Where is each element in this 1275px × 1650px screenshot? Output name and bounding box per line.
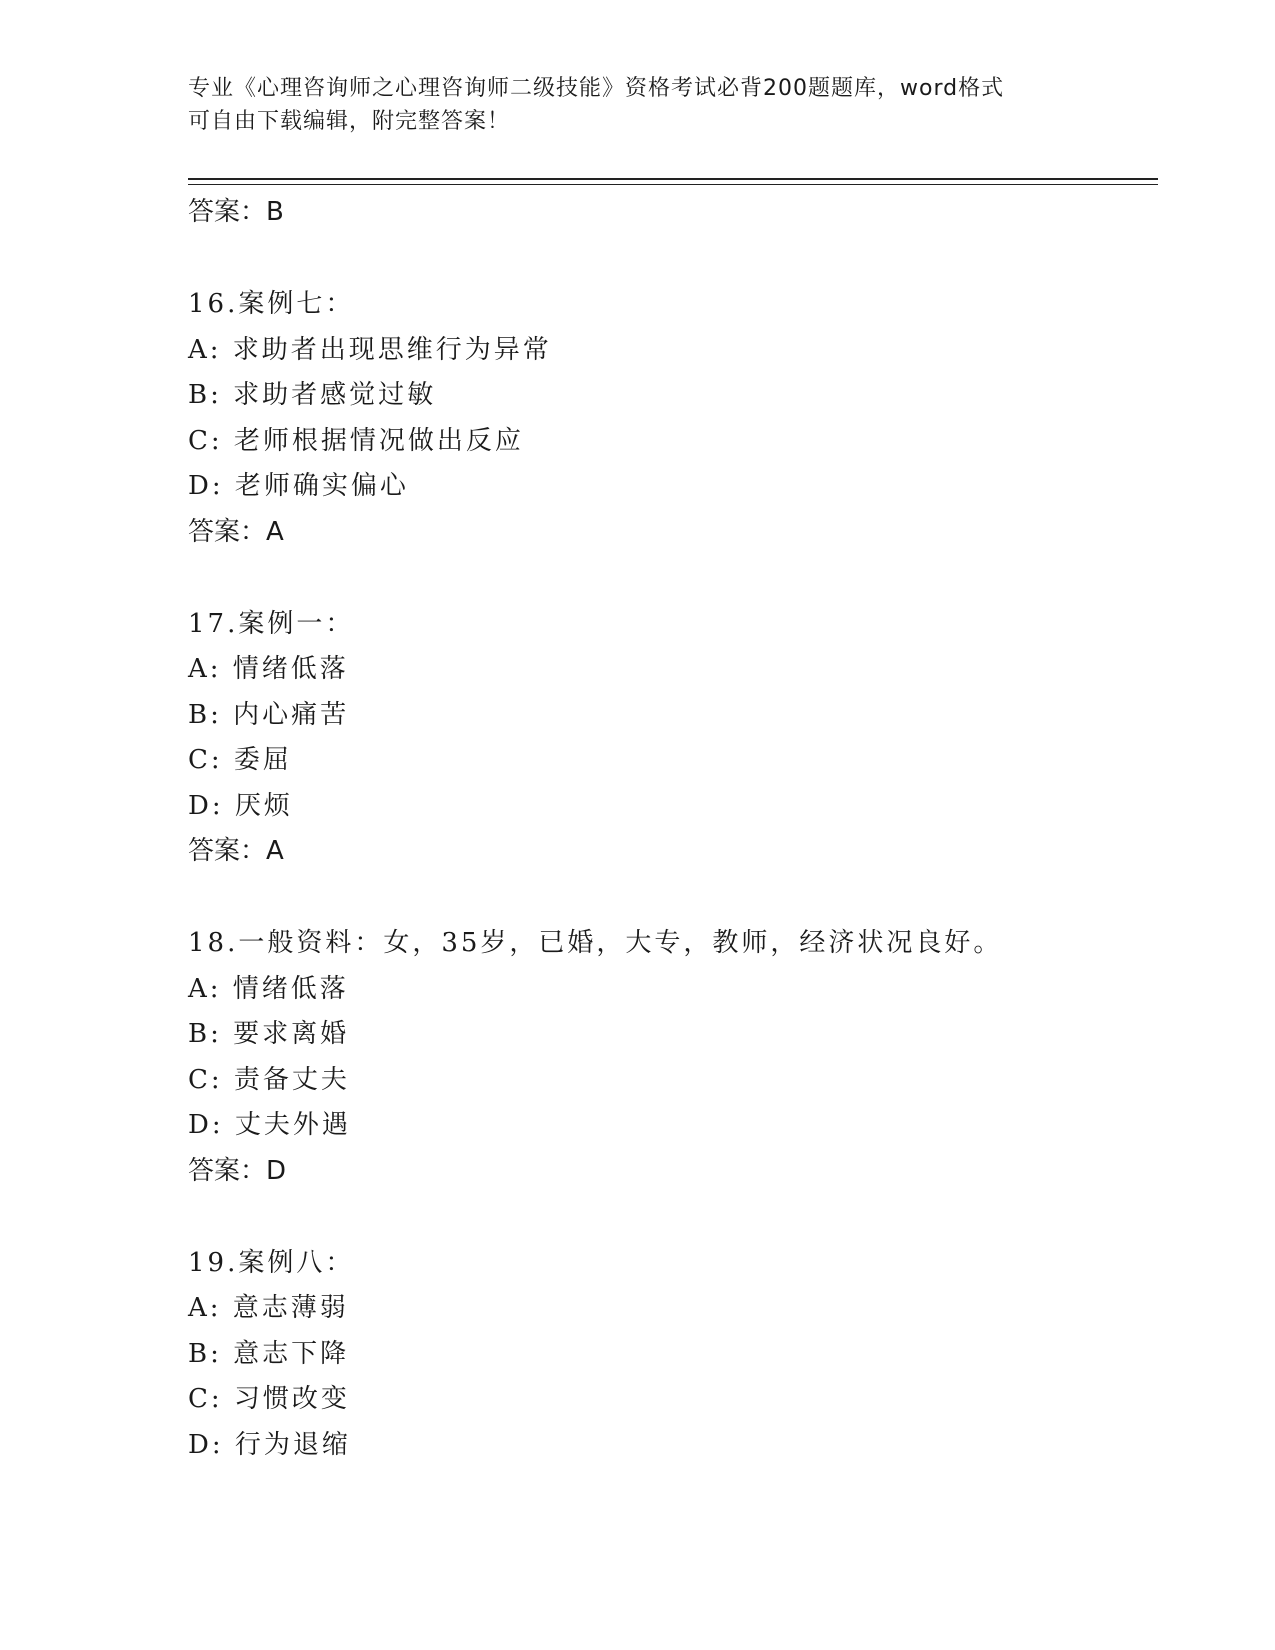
option-a: A: 情绪低落 [188, 654, 349, 684]
spacer [188, 1193, 1148, 1241]
question-19 [188, 1241, 1148, 1469]
answer-line: 答案：A [188, 516, 284, 547]
answer-line: 答案：B [188, 197, 284, 227]
spacer [188, 234, 1148, 282]
question-title: 18.一般资料：女，35岁，已婚，大专，教师，经济状况良好。 [188, 928, 1003, 958]
question-list [188, 190, 1148, 1468]
option-b: B: 要求离婚 [188, 1019, 350, 1049]
question-title: 17.案例一： [188, 608, 355, 639]
option-a: A: 求助者出现思维行为异常 [188, 334, 552, 365]
question-17 [188, 602, 1148, 874]
option-c: C: 习惯改变 [188, 1384, 350, 1414]
question-title: 16.案例七： [188, 289, 355, 319]
page-header [188, 72, 1088, 138]
spacer [188, 873, 1148, 921]
option-d: D: 老师确实偏心 [188, 471, 409, 501]
option-c: C: 老师根据情况做出反应 [188, 425, 524, 456]
option-d: D: 丈夫外遇 [188, 1110, 351, 1140]
option-b: B: 意志下降 [188, 1338, 350, 1369]
option-b: B: 内心痛苦 [188, 699, 350, 730]
option-b: B: 求助者感觉过敏 [188, 380, 437, 410]
option-c: C: 责备丈夫 [188, 1064, 350, 1095]
question-18 [188, 921, 1148, 1193]
option-a: A: 意志薄弱 [188, 1293, 349, 1323]
answer-line: 答案：D [188, 1155, 287, 1186]
header-divider-thick [188, 178, 1158, 180]
question-16 [188, 282, 1148, 554]
header-line-2: 可自由下载编辑，附完整答案！ [188, 109, 511, 134]
question-title: 19.案例八： [188, 1247, 355, 1278]
answer-line: 答案：A [188, 836, 284, 866]
option-c: C: 委屈 [188, 745, 292, 775]
header-divider-thin [188, 184, 1158, 185]
header-line-1: 专业《心理咨询师之心理咨询师二级技能》资格考试必背200题题库，word格式 [188, 76, 1005, 101]
spacer [188, 554, 1148, 602]
option-a: A: 情绪低落 [188, 973, 349, 1004]
option-d: D: 行为退缩 [188, 1429, 351, 1460]
option-d: D: 厌烦 [188, 790, 293, 821]
